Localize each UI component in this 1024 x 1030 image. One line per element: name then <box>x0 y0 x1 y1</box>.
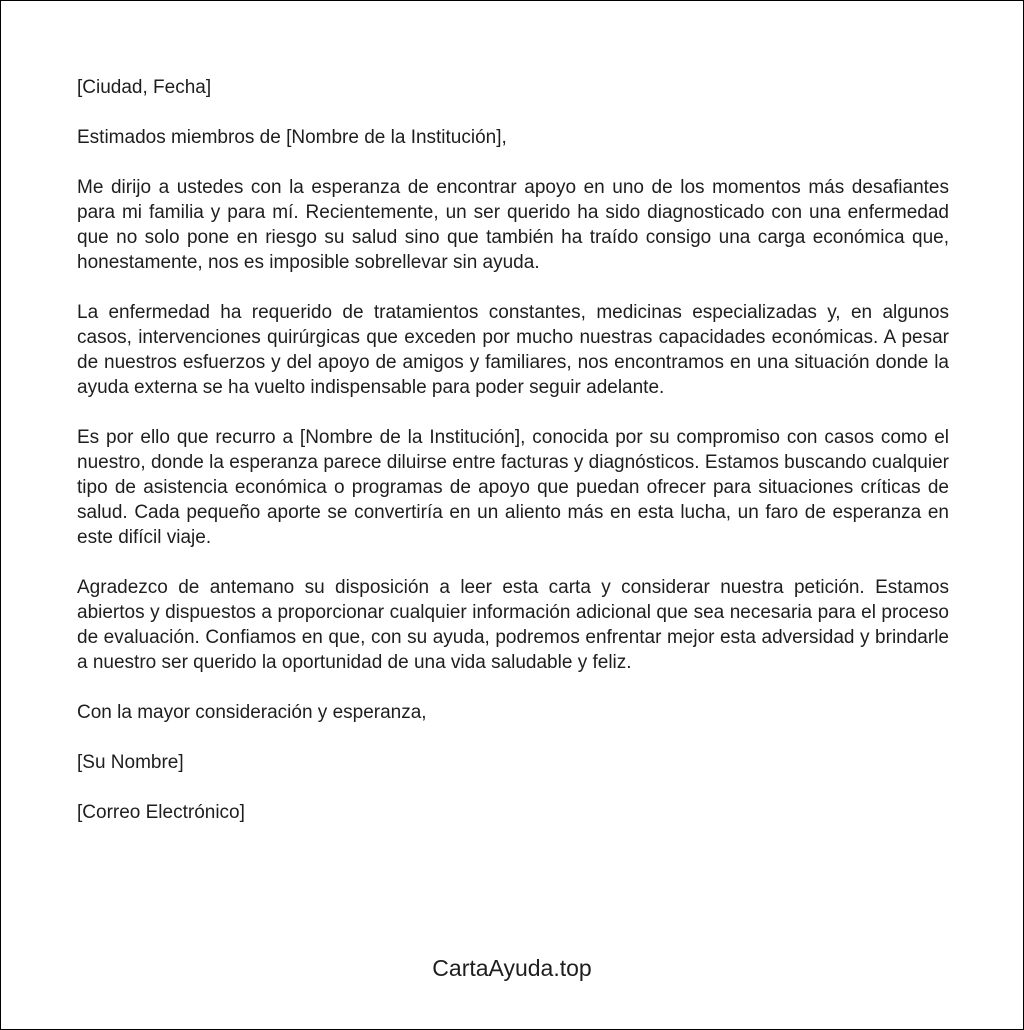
signature-email: [Correo Electrónico] <box>77 802 245 823</box>
signature-name: [Su Nombre] <box>77 752 184 773</box>
closing: Con la mayor consideración y esperanza, <box>77 702 427 723</box>
salutation: Estimados miembros de [Nombre de la Institución], <box>77 127 507 148</box>
paragraph-request: Es por ello que recurro a [Nombre de la Institución], conocida por su compromiso con casos como el nuestro, donde la esperanza parece diluirse entre facturas y diagnósticos. Estamos buscando cualquier tipo de asistencia económica o programas de apoyo que puedan ofrecer para situaciones críticas de salud. Cada pequeño aporte se convertiría en un aliento más en esta lucha, un faro de esperanza en este difícil viaje. <box>77 427 949 548</box>
letter-body <box>77 75 949 850</box>
paragraph-intro: Me dirijo a ustedes con la esperanza de encontrar apoyo en uno de los momentos más desafiantes para mi familia y para mí. Recientemente, un ser querido ha sido diagnosticado con una enfermedad que no solo pone en riesgo su salud sino que también ha traído consigo una carga económica que, honestamente, nos es imposible sobrellevar sin ayuda. <box>77 177 949 273</box>
paragraph-treatment: La enfermedad ha requerido de tratamientos constantes, medicinas especializadas y, en algunos casos, intervenciones quirúrgicas que exceden por mucho nuestras capacidades económicas. A pesar de nuestros esfuerzos y del apoyo de amigos y familiares, nos encontramos en una situación donde la ayuda externa se ha vuelto indispensable para poder seguir adelante. <box>77 302 949 398</box>
place-date: [Ciudad, Fecha] <box>77 77 212 98</box>
site-footer: CartaAyuda.top <box>432 955 592 981</box>
paragraph-thanks: Agradezco de antemano su disposición a leer esta carta y considerar nuestra petición. Estamos abiertos y dispuestos a proporcionar cualquier información adicional que sea necesaria para el proceso de evaluación. Confiamos en que, con su ayuda, podremos enfrentar mejor esta adversidad y brindarle a nuestro ser querido la oportunidad de una vida saludable y feliz. <box>77 577 949 673</box>
